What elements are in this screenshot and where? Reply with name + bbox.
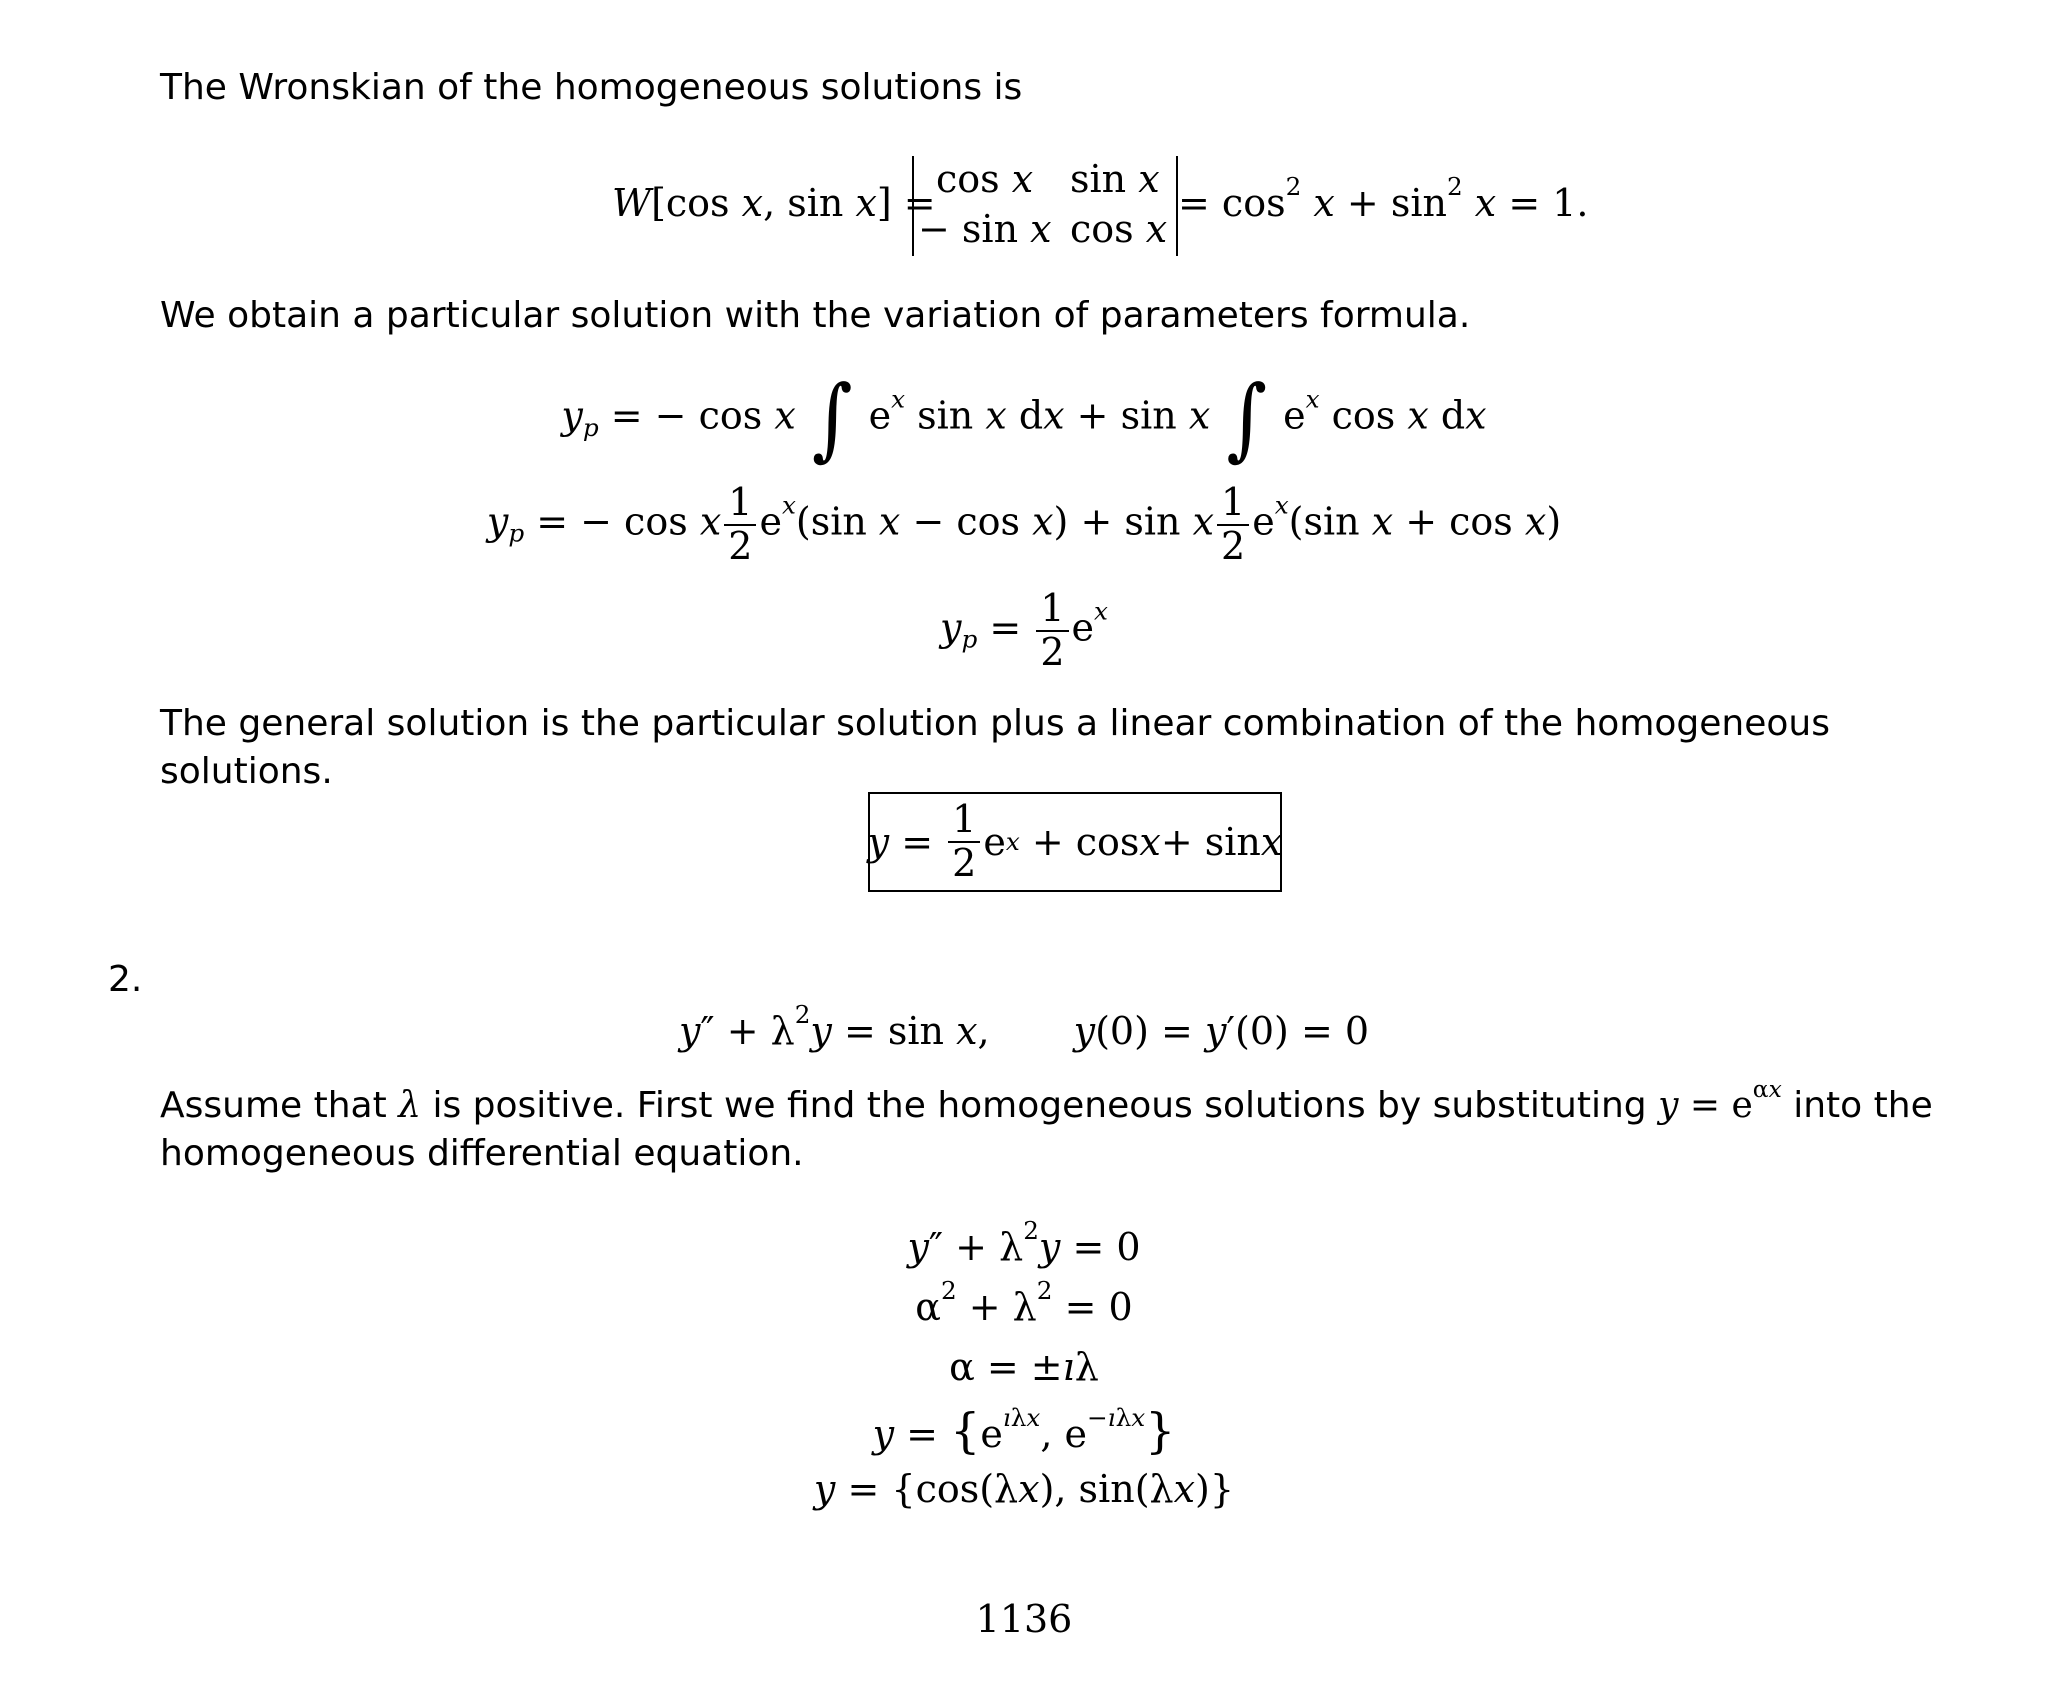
- wronskian-determinant: cos x sin x − sin x cos x: [912, 156, 1178, 256]
- paragraph-wronskian-intro: The Wronskian of the homogeneous solutions is: [160, 67, 1023, 108]
- wronskian-rhs: = $\cos^2 x + \sin^2 x = 1$.: [1178, 172, 1589, 225]
- equation-yp-evaluated: $y_p$ = − cos x $\frac{1}{2}$ $e^x(\sin$ x − cos x) + sin x $\frac{1}{2}$ $e^x(\sin$ x + cos x): [486, 480, 1562, 568]
- equation-roots: α = ±ıλ: [949, 1345, 1099, 1389]
- equation-yp-result: $y_p$ = $\frac{1}{2}$ $e^x$: [940, 586, 1108, 674]
- item-number: 2.: [108, 959, 143, 1000]
- equation-exponential-solutions: $y = \{e^{ı\lambda x}$, $e^{-ı\lambda x}$}: [872, 1403, 1176, 1459]
- page-number: 1136: [975, 1597, 1073, 1641]
- paragraph-general-solution: The general solution is the particular solution plus a linear combination of the homogeneous solutions.: [160, 703, 1830, 792]
- paragraph-homogeneous-substitution: Assume that λ is positive. First we find the homogeneous solutions by substituting $y = e^{\alpha x}$ into the homogeneous differential equation.: [160, 1075, 1933, 1174]
- equation-characteristic: $\alpha^2 + \lambda^2 = 0$: [915, 1276, 1133, 1329]
- equation-homogeneous: $y'' + \lambda^2y = 0$: [907, 1216, 1141, 1269]
- equation-ivp: $y'' + \lambda^2y = \sin x$, y(0) = y′(0) = 0: [678, 1000, 1370, 1053]
- wronskian-lhs: W[cos x, sin x] =: [612, 181, 936, 225]
- equation-yp-integral: $y_p$ = − cos x ∫ $e^x$ sin x dx + sin x ∫ $e^x$ cos x dx: [561, 367, 1487, 471]
- equation-trig-solutions: y = {cos(λx), sin(λx)}: [813, 1467, 1235, 1511]
- boxed-general-solution: y = $\frac{1}{2}$ e x + cos x + sin x: [868, 792, 1282, 892]
- paragraph-variation-of-parameters: We obtain a particular solution with the variation of parameters formula.: [160, 295, 1471, 336]
